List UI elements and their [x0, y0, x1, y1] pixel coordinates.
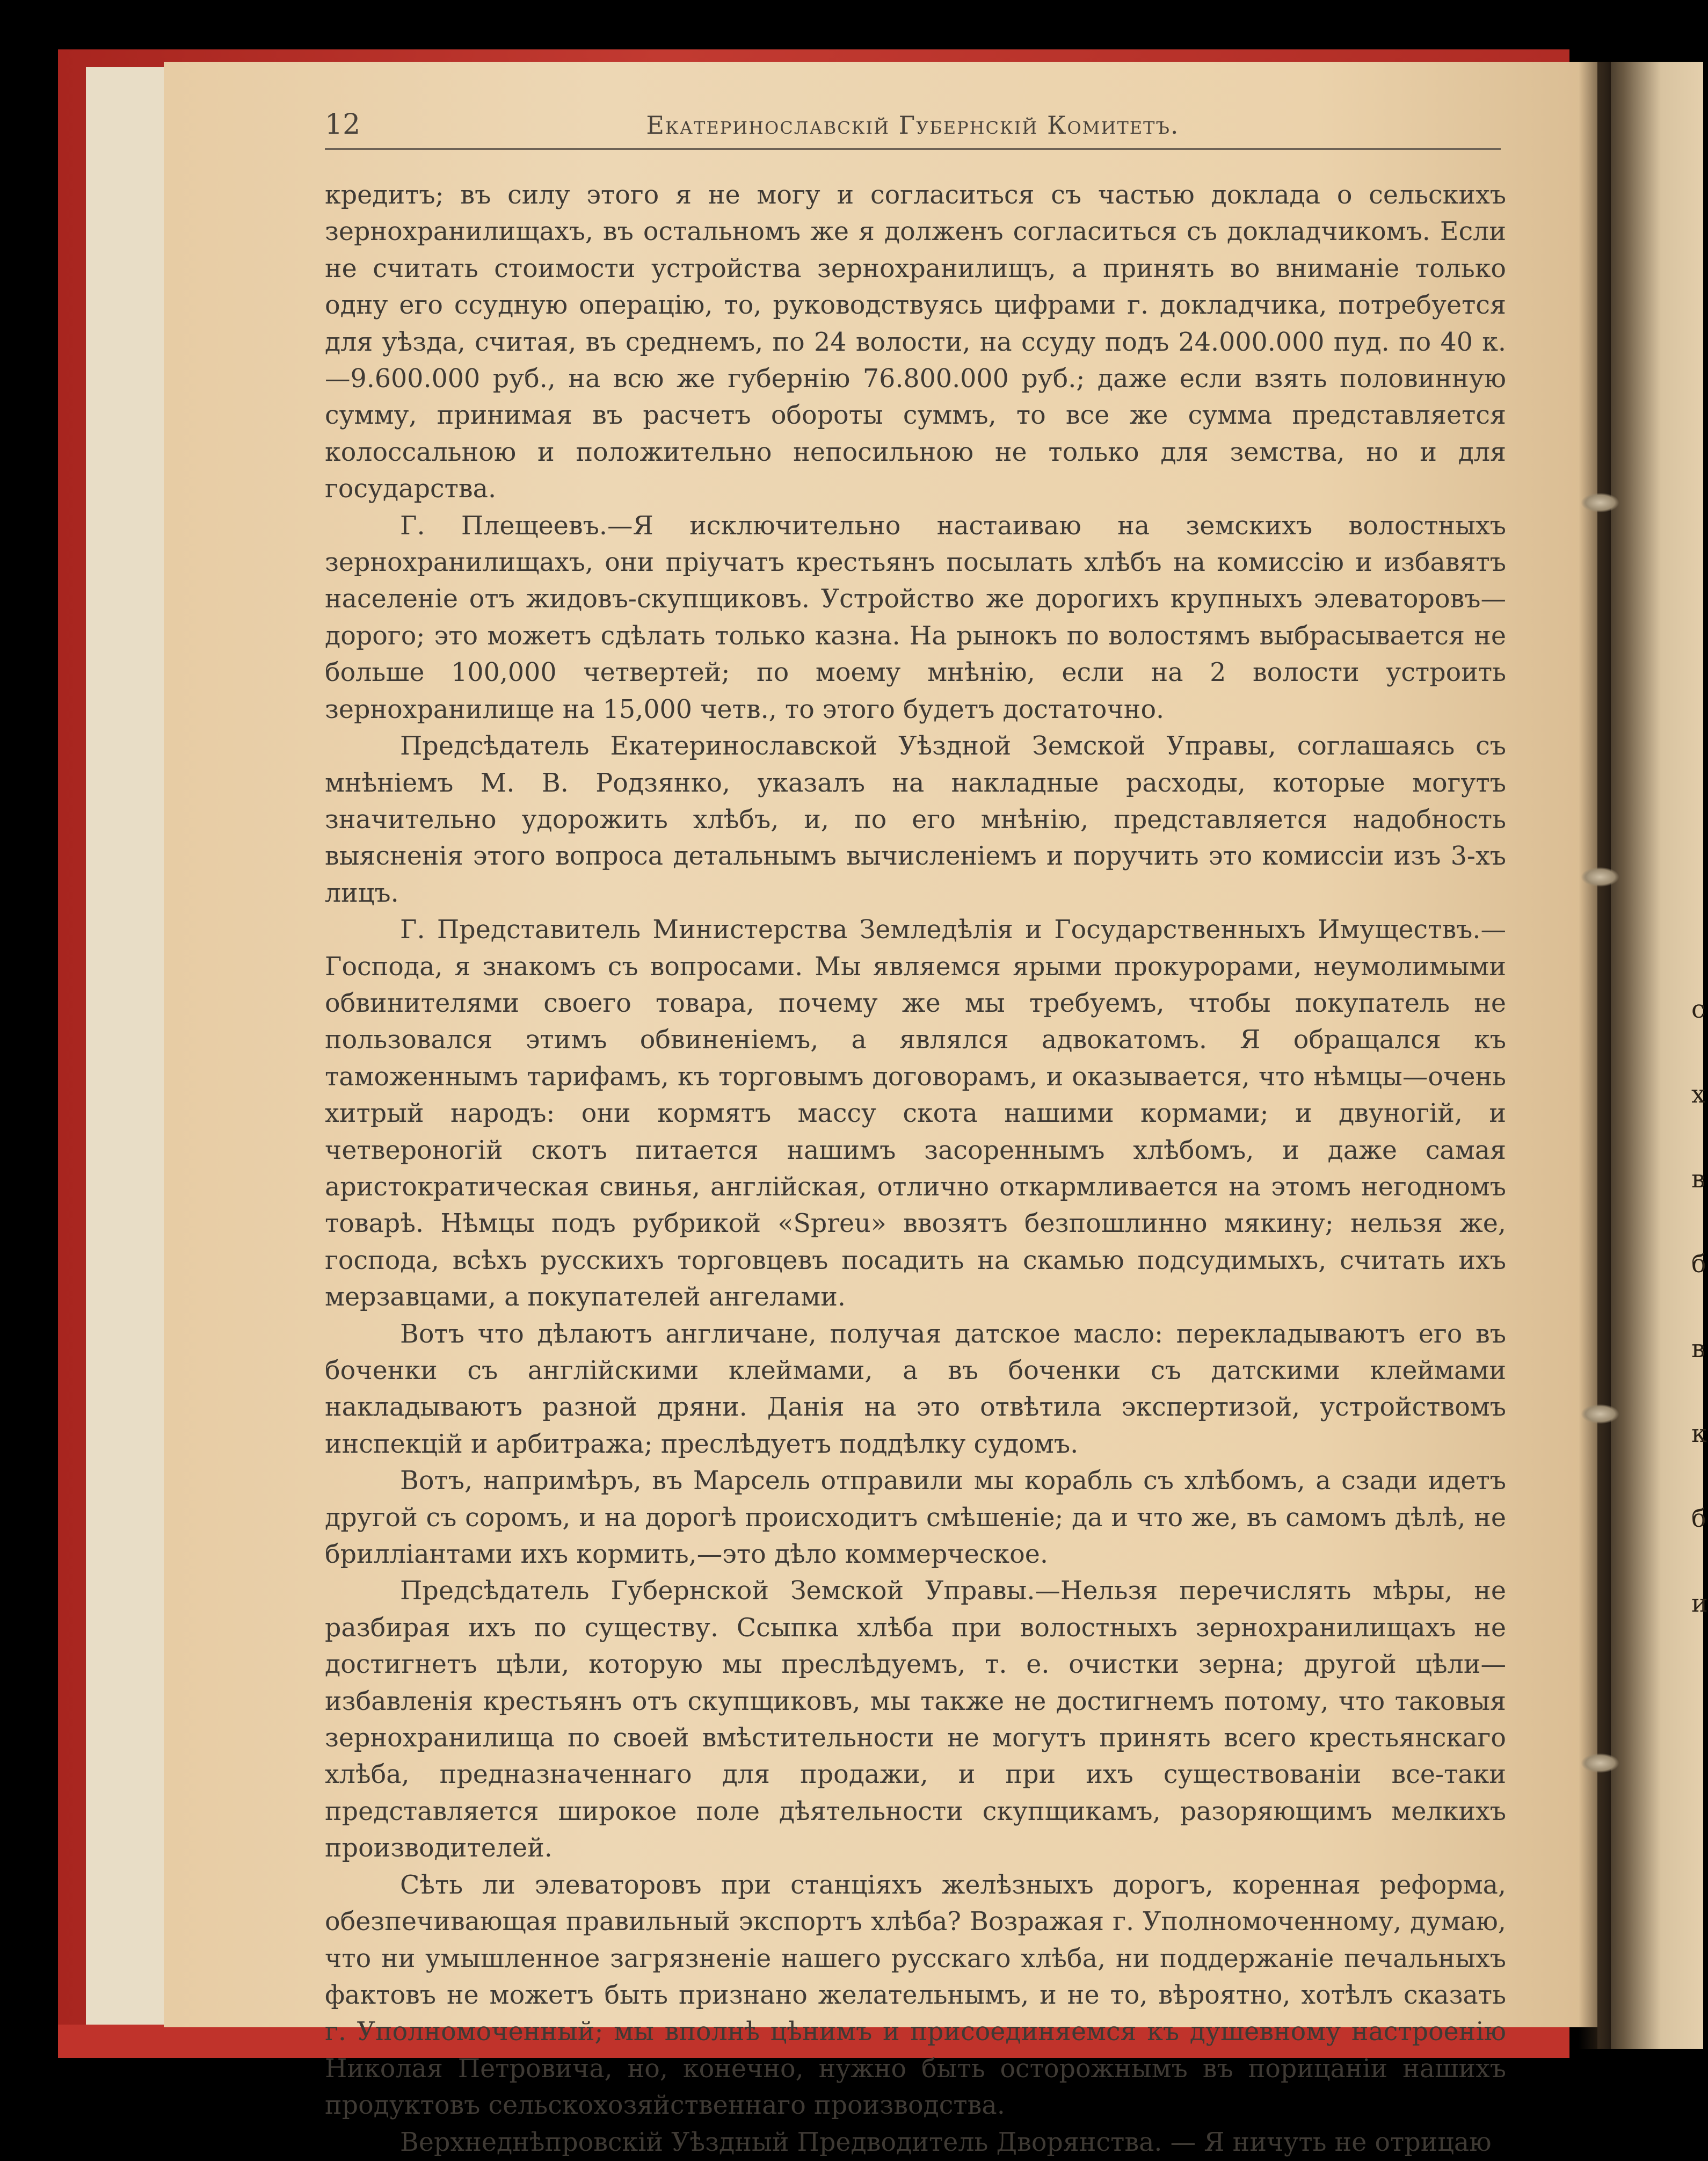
paragraph: Сѣть ли элеваторовъ при станціяхъ желѣзныхъ дорогъ, коренная реформа, обезпечивающая правильный экспортъ хлѣба? Возражая г. Уполномоченному, думаю, что ни умышленное загрязненіе нашего русскаго хлѣба, ни поддержаніе печальныхъ фактовъ не можетъ быть признано желательнымъ, и не то, вѣроятно, хотѣлъ сказать г. Уполномоченный; мы вполнѣ цѣнимъ и присоединяемся къ душевному настроенію Николая Петровича, но, конечно, нужно быть осторожнымъ въ порицаніи нашихъ продуктовъ сельскохозяйственнаго производства. [325, 1870, 1506, 2121]
binding-stitch [1581, 1753, 1619, 1773]
page-number: 12 [325, 108, 361, 141]
edge-letter: х [1691, 1079, 1705, 1108]
binding-stitch [1581, 1404, 1619, 1424]
binding-stitch [1581, 493, 1619, 512]
paragraph: кредитъ; въ силу этого я не могу и согласиться съ частью доклада о сельскихъ зернохранилищахъ, въ остальномъ же я долженъ согласиться съ докладчикомъ. Если не считать стоимости устройства зернохранилищъ, а принять во вниманіе только одну его ссудную операцію, то, руководствуясь цифрами г. докладчика, потребуется для уѣзда, считая, въ среднемъ, по 24 волости, на ссуду подъ 24.000.000 пуд. по 40 к.—9.600.000 руб., на всю же губернію 76.800.000 руб.; даже если взять половинную сумму, принимая въ расчетъ обороты суммъ, то все же сумма представляется колоссальною и положительно непосильною не только для земства, но и для государства. [325, 180, 1506, 504]
edge-letter: б [1691, 1249, 1706, 1278]
flyleaf-edge [86, 67, 166, 2025]
edge-letter: в [1691, 1164, 1705, 1193]
edge-letter: и [1691, 1589, 1708, 1618]
running-head: Екатеринославскій Губернскій Комитетъ. [646, 111, 1180, 140]
paragraph: Верхнеднѣпровскій Уѣздный Предводитель Дворянства. — Я ничуть не отрицаю [400, 2127, 1492, 2157]
body-text [325, 177, 1506, 2161]
edge-letter: б [1691, 1504, 1706, 1533]
paragraph: Вотъ, напримѣръ, въ Марсель отправили мы корабль съ хлѣбомъ, а сзади идетъ другой съ соромъ, и на дорогѣ происходитъ смѣшеніе; да и что же, въ самомъ дѣлѣ, не бриллiантами ихъ кормить,—это дѣло коммерческое. [325, 1466, 1506, 1570]
paragraph: Предсѣдатель Екатеринославской Уѣздной Земской Управы, соглашаясь съ мнѣніемъ М. В. Родзянко, указалъ на накладные расходы, которые могутъ значительно удорожить хлѣбъ, и, по его мнѣнію, представляется надобность выясненія этого вопроса детальнымъ вычисленіемъ и поручить это комиссіи изъ 3-хъ лицъ. [325, 731, 1506, 908]
adjacent-page-edge [1597, 62, 1708, 2049]
edge-letter: с [1691, 995, 1705, 1024]
paragraph: Г. Плещеевъ.—Я исключительно настаиваю на земскихъ волостныхъ зернохранилищахъ, они пріучатъ крестьянъ посылать хлѣбъ на комиссію и избавятъ населеніе отъ жидовъ-скупщиковъ. Устройство же дорогихъ крупныхъ элеваторовъ—дорого; это можетъ сдѣлать только казна. На рынокъ по волостямъ выбрасывается не больше 100,000 четвертей; по моему мнѣнію, если на 2 волости устроить зернохранилище на 15,000 четв., то этого будетъ достаточно. [325, 511, 1506, 724]
page-header [325, 105, 1501, 150]
binding-stitch [1581, 867, 1619, 887]
adjacent-page-letters [1691, 967, 1708, 1645]
paragraph: Предсѣдатель Губернской Земской Управы.—Нельзя перечислять мѣры, не разбирая ихъ по существу. Ссыпка хлѣба при волостныхъ зернохранилищахъ не достигнетъ цѣли, которую мы преслѣдуемъ, т. е. очистки зерна; другой цѣли—избавленія крестьянъ отъ скупщиковъ, мы также не достигнемъ потому, что таковыя зернохранилища по своей вмѣстительности не могутъ принять всего крестьянскаго хлѣба, предназначеннаго для продажи, и при ихъ существованіи все-таки представляется широкое поле дѣятельности скупщикамъ, разоряющимъ мелкихъ производителей. [325, 1576, 1506, 1863]
edge-letter: к [1691, 1419, 1707, 1448]
gutter-shadow [1579, 62, 1611, 2049]
paragraph: Вотъ что дѣлаютъ англичане, получая датское масло: перекладываютъ его въ боченки съ англійскими клеймами, а въ боченки съ датскими клеймами накладываютъ разной дряни. Данія на это отвѣтила экспертизой, устройствомъ инспекцій и арбитража; преслѣдуетъ поддѣлку судомъ. [325, 1319, 1506, 1459]
paragraph: Г. Представитель Министерства Земледѣлія и Государственныхъ Имуществъ.—Господа, я знакомъ съ вопросами. Мы являемся ярыми прокурорами, неумолимыми обвинителями своего товара, почему же мы требуемъ, чтобы покупатель не пользовался этимъ обвиненіемъ, а являлся адвокатомъ. Я обращался къ таможеннымъ тарифамъ, къ торговымъ договорамъ, и оказывается, что нѣмцы—очень хитрый народъ: они кормятъ массу скота нашими кормами; и двуногій, и четвероногій скотъ питается нашимъ засореннымъ хлѣбомъ, и даже самая аристократическая свинья, англійская, отлично откармливается на этомъ негодномъ товарѣ. Нѣмцы подъ рубрикой «Spreu» ввозятъ безпошлинно мякину; нельзя же, господа, всѣхъ русскихъ торговцевъ посадить на скамью подсудимыхъ, считать ихъ мерзавцами, а покупателей ангелами. [325, 915, 1506, 1312]
edge-letter: в [1691, 1334, 1705, 1363]
